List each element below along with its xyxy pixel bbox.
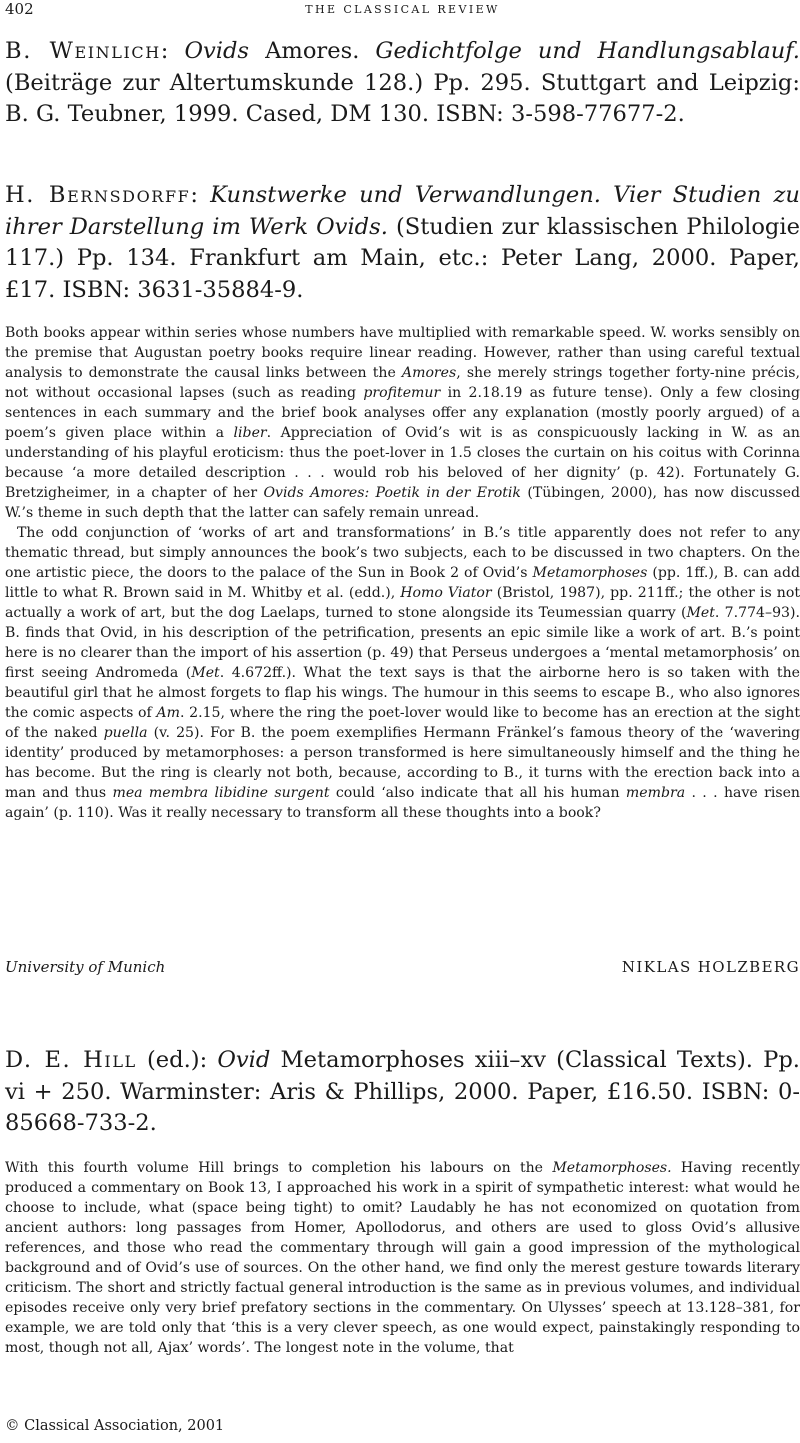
book-title-plain: Amores. — [265, 38, 360, 64]
paragraph: With this fourth volume Hill brings to completion his labours on the Metamorphoses. Having recently produced a commentary on Book 13, I approached his work in a spirit of sympathetic interest: what would he choose to include, what (space being tight) to omit? Laudably he has not economized on quotation from ancient authors: long passages from Homer, Apollodorus, and others are used to gloss Ovid’s allusive references, and those who read the commentary through will gain a good impression of the mythological background and of Ovid’s use of sources. On the other hand, we find only the merest gesture towards literary criticism. The short and strictly factual general introduction is the same as in previous volumes, and individual episodes receive only very brief prefatory sections in the commentary. On Ulysses’ speech at 13.128–381, for example, we are told only that ‘this is a very clever speech, as one would expect, painstakingly responding to most, though not all, Ajax’ words’. The longest note in the volume, that — [5, 1160, 800, 1356]
institution: University of Munich — [5, 958, 166, 976]
page-number: 402 — [5, 0, 34, 18]
reviewer-signature — [5, 957, 800, 977]
journal-title: THE CLASSICAL REVIEW — [305, 3, 500, 16]
paragraph: The odd conjunction of ‘works of art and transformations’ in B.’s title apparently does not refer to any thematic thread, but simply announces the book’s two subjects, each to be discussed in two chapters. On the one artistic piece, the doors to the palace of the Sun in Book 2 of Ovid’s Metamorphoses (pp. 1ff.), B. can add little to what R. Brown said in M. Whitby et al. (edd.), Homo Viator (Bristol, 1987), pp. 211ff.; the other is not actually a work of art, but the dog Laelaps, turned to stone alongside its Teumessian quarry (Met. 7.774–93). B. finds that Ovid, in his description of the petrification, presents an epic simile like a work of art. B.’s point here is no clearer than the import of his assertion (p. 49) that Perseus undergoes a ‘mental metamorphosis’ on first seeing Andromeda (Met. 4.672ff.). What the text says is that the airborne hero is so taken with the beautiful girl that he almost forgets to flap his wings. The humour in this seems to escape B., who also ignores the comic aspects of Am. 2.15, where the ring the poet-lover would like to become has an erection at the sight of the naked puella (v. 25). For B. the poem exemplifies Hermann Fränkel’s famous theory of the ‘wavering identity’ produced by metamorphoses: a person transformed is here simultaneously himself and the thing he has become. But the ring is clearly not both, because, according to B., it turns with the erection back into a man and thus mea membra libidine surgent could ‘also indicate that all his human membra . . . have risen again’ (p. 110). Was it really necessary to transform all these thoughts into a book? — [5, 525, 800, 821]
review-heading-hill — [5, 1045, 800, 1140]
review-body-2 — [5, 1158, 800, 1358]
author-name: B. Weinlich — [5, 38, 161, 64]
book-title-plain: Metamorphoses xiii–xv (Classical Texts). — [280, 1047, 753, 1073]
page — [5, 0, 800, 1443]
book-title: Ovids — [184, 38, 250, 64]
editor-note: (ed.): — [146, 1047, 208, 1073]
review-heading-weinlich: B. Weinlich: Ovids Amores. Gedichtfolge und Handlungsablauf. (Beiträge zur Altertumskunde 128.) Pp. 295. Stuttgart and Leipzig: B. G. Teubner, 1999. Cased, DM 130. ISBN: 3-598-77677-2. — [5, 38, 800, 127]
copyright-footer: © Classical Association, 2001 — [5, 1418, 225, 1434]
author-name: D. E. Hill — [5, 1047, 137, 1073]
book-subtitle: Gedichtfolge und Handlungsablauf. — [375, 38, 800, 64]
publication-details: Pp. vi + 250. Warminster: Aris & Phillips, 2000. Paper, £16.50. ISBN: 0-85668-733-2. — [5, 1047, 800, 1136]
book-title: Kunstwerke und Verwandlungen. Vier Studien zu ihrer Darstellung im Werk Ovids. — [5, 182, 800, 240]
review-body-1 — [5, 323, 800, 823]
running-head — [5, 0, 800, 22]
author-name: H. Bernsdorff — [5, 182, 191, 208]
publication-details: (Studien zur klassischen Philologie 117.) Pp. 134. Frankfurt am Main, etc.: Peter Lang, 2000. Paper, £17. ISBN: 3631-35884-9. — [5, 213, 800, 303]
review-heading-bernsdorff: H. Bernsdorff: Kunstwerke und Verwandlungen. Vier Studien zu ihrer Darstellung im Werk Ovids. (Studien zur klassischen Philologie 117.) Pp. 134. Frankfurt am Main, etc.: Peter Lang, 2000. Paper, £17. ISBN: 3631-35884-9. — [5, 182, 800, 303]
book-title: Ovid — [217, 1047, 271, 1073]
paragraph: Both books appear within series whose numbers have multiplied with remarkable speed. W. works sensibly on the premise that Augustan poetry books require linear reading. However, rather than using careful textual analysis to demonstrate the causal links between the Amores, she merely strings together forty-nine précis, not without occasional lapses (such as reading profitemur in 2.18.19 as future tense). Only a few closing sentences in each summary and the brief book analyses offer any explanation (mostly poorly argued) of a poem’s given place within a liber. Appreciation of Ovid’s wit is as conspicuously lacking in W. as an understanding of his playful eroticism: thus the poet-lover in 1.5 closes the curtain on his coitus with Corinna because ‘a more detailed description . . . would rob his beloved of her dignity’ (p. 42). Fortunately G. Bretzigheimer, in a chapter of her Ovids Amores: Poetik in der Erotik (Tübingen, 2000), has now discussed W.’s theme in such depth that the latter can safely remain unread. — [5, 325, 800, 521]
publication-details: (Beiträge zur Altertumskunde 128.) Pp. 295. Stuttgart and Leipzig: B. G. Teubner, 1999. Cased, DM 130. ISBN: 3-598-77677-2. — [5, 69, 800, 127]
reviewer-name: NIKLAS HOLZBERG — [621, 958, 800, 976]
